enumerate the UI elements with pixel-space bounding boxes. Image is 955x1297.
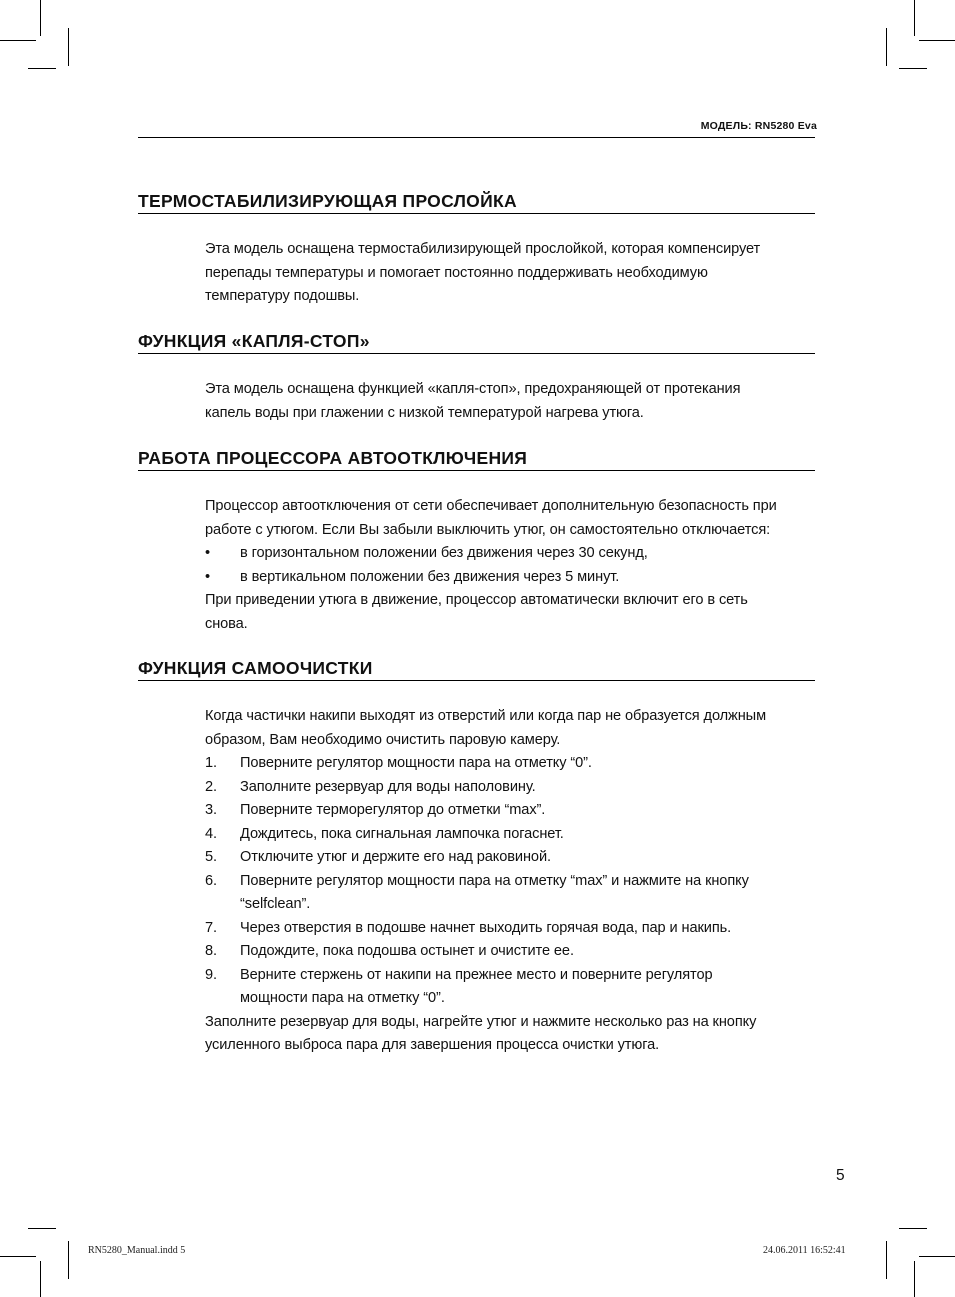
list-item <box>205 870 817 917</box>
crop-mark <box>68 28 69 66</box>
bullet-text: в горизонтальном положении без движения через 30 секунд, <box>240 545 648 561</box>
step-text: Заполните резервуар для воды наполовину. <box>240 778 536 795</box>
crop-mark <box>40 0 41 36</box>
crop-mark <box>914 0 915 36</box>
section-title: ТЕРМОСТАБИЛИЗИРУЮЩАЯ ПРОСЛОЙКА <box>138 191 815 214</box>
bullet-marker: • <box>205 568 211 585</box>
list-item <box>205 799 817 823</box>
crop-mark <box>68 1241 69 1279</box>
paragraph-line: Заполните резервуар для воды, нагрейте утюг и нажмите несколько раз на кнопку <box>205 1013 757 1030</box>
crop-mark <box>40 1261 41 1297</box>
section-thermo-layer <box>138 191 815 309</box>
step-number: 2. <box>205 778 217 795</box>
crop-mark <box>919 1256 955 1257</box>
section-body <box>205 238 817 309</box>
paragraph-line: При приведении утюга в движение, процессор автоматически включит его в сеть <box>205 592 748 608</box>
list-item <box>205 940 817 964</box>
section-title: ФУНКЦИЯ «КАПЛЯ-СТОП» <box>138 331 815 354</box>
step-number: 7. <box>205 919 217 936</box>
paragraph-line: температуру подошвы. <box>205 288 360 304</box>
section-title: РАБОТА ПРОЦЕССОРА АВТООТКЛЮЧЕНИЯ <box>138 448 815 471</box>
step-text: Поверните терморегулятор до отметки “max”. <box>240 802 546 818</box>
section-self-clean <box>138 658 815 1058</box>
step-number: 6. <box>205 872 217 889</box>
section-drip-stop <box>138 331 815 425</box>
paragraph-line: Эта модель оснащена функцией «капля-стоп», предохраняющей от протекания <box>205 381 741 397</box>
paragraph-line: капель воды при глажении с низкой температурой нагрева утюга. <box>205 404 644 421</box>
step-number: 4. <box>205 825 217 842</box>
list-item <box>205 917 817 941</box>
crop-mark <box>28 68 56 69</box>
step-text: Через отверстия в подошве начнет выходить горячая вода, пар и накипь. <box>240 919 732 936</box>
paragraph-line: образом, Вам необходимо очистить паровую камеру. <box>205 731 561 748</box>
step-number: 3. <box>205 802 217 818</box>
model-header: МОДЕЛЬ: RN5280 Eva <box>700 120 817 132</box>
section-body <box>205 705 817 1058</box>
slug-timestamp: 24.06.2011 16:52:41 <box>763 1245 846 1256</box>
step-text: мощности пара на отметку “0”. <box>240 990 445 1006</box>
paragraph-line: работе с утюгом. Если Вы забыли выключить утюг, он самостоятельно отключается: <box>205 521 771 538</box>
list-item <box>205 964 817 1011</box>
paragraph-line: Когда частички накипи выходят из отверстий или когда пар не образуется должным <box>205 708 766 724</box>
section-body <box>205 378 817 425</box>
crop-mark <box>919 40 955 41</box>
step-number: 8. <box>205 943 217 959</box>
list-item <box>205 752 817 776</box>
list-item <box>205 823 817 847</box>
list-item <box>205 846 817 870</box>
slug-filename: RN5280_Manual.indd 5 <box>88 1245 186 1256</box>
header-rule <box>138 137 815 138</box>
step-text: Подождите, пока подошва остынет и очистите ее. <box>240 943 574 959</box>
bullet-marker: • <box>205 545 211 561</box>
step-number: 1. <box>205 755 217 771</box>
step-text: Поверните регулятор мощности пара на отметку “0”. <box>240 755 592 771</box>
section-auto-off <box>138 448 815 636</box>
paragraph-line: Процессор автоотключения от сети обеспечивает дополнительную безопасность при <box>205 498 777 514</box>
section-body <box>205 495 817 636</box>
step-number: 9. <box>205 966 217 983</box>
step-text: “selfclean”. <box>240 896 311 912</box>
crop-mark <box>0 40 36 41</box>
paragraph-line: снова. <box>205 615 248 632</box>
paragraph-line: усиленного выброса пара для завершения процесса очистки утюга. <box>205 1037 660 1053</box>
list-item <box>205 776 817 800</box>
crop-mark <box>899 1228 927 1229</box>
section-title: ФУНКЦИЯ САМООЧИСТКИ <box>138 658 815 681</box>
bullet-text: в вертикальном положении без движения через 5 минут. <box>240 568 620 585</box>
paragraph-line: Эта модель оснащена термостабилизирующей прослойкой, которая компенсирует <box>205 241 761 257</box>
page-number: 5 <box>836 1167 845 1184</box>
step-number: 5. <box>205 849 217 865</box>
crop-mark <box>914 1261 915 1297</box>
crop-mark <box>28 1228 56 1229</box>
step-text: Поверните регулятор мощности пара на отметку “max” и нажмите на кнопку <box>240 872 749 889</box>
crop-mark <box>886 28 887 66</box>
crop-mark <box>899 68 927 69</box>
bullet-item <box>205 542 817 566</box>
bullet-item <box>205 566 817 590</box>
crop-mark <box>886 1241 887 1279</box>
step-text: Верните стержень от накипи на прежнее место и поверните регулятор <box>240 966 713 983</box>
paragraph-line: перепады температуры и помогает постоянно поддерживать необходимую <box>205 264 708 281</box>
step-text: Дождитесь, пока сигнальная лампочка погаснет. <box>240 825 564 842</box>
step-text: Отключите утюг и держите его над раковиной. <box>240 849 551 865</box>
crop-mark <box>0 1256 36 1257</box>
